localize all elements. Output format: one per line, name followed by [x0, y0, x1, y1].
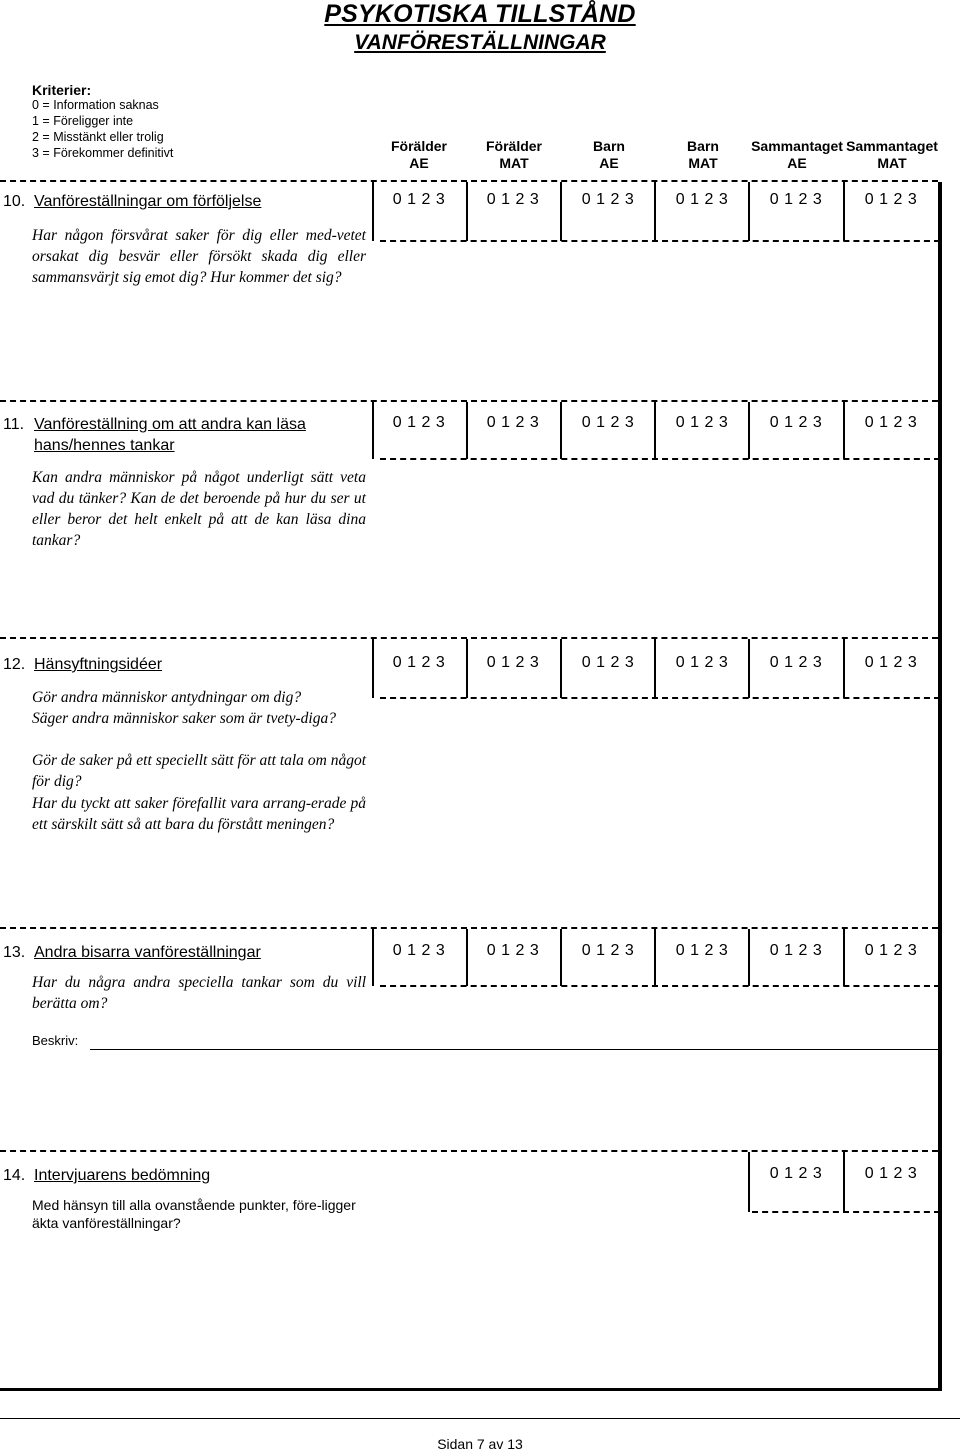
- page-number: Sidan 7 av 13: [437, 1436, 523, 1450]
- rating-scale[interactable]: 0 1 2 3: [581, 414, 635, 431]
- describe-input-line[interactable]: [90, 1049, 942, 1050]
- rating-scale[interactable]: 0 1 2 3: [864, 191, 918, 208]
- question-prompt: Med hänsyn till alla ovanstående punkter, före-ligger äkta vanföreställningar?: [32, 1197, 356, 1231]
- question-title: Intervjuarens bedömning: [34, 1167, 211, 1184]
- criteria-item: 3 = Förekommer definitivt: [32, 146, 174, 160]
- rating-scale[interactable]: 0 1 2 3: [769, 654, 823, 671]
- question-number: 13.: [3, 944, 26, 961]
- page-frame-right: [938, 182, 942, 1390]
- rating-scale[interactable]: 0 1 2 3: [675, 942, 729, 959]
- column-header-sammantaget-mat: Sammantaget MAT: [846, 138, 938, 171]
- rating-scale[interactable]: 0 1 2 3: [675, 414, 729, 431]
- question-number: 10.: [3, 193, 26, 210]
- question-number: 12.: [3, 656, 26, 673]
- page-title: PSYKOTISKA TILLSTÅND: [324, 0, 636, 28]
- question-title-line2: hans/hennes tankar: [34, 437, 175, 454]
- rating-scale[interactable]: 0 1 2 3: [864, 414, 918, 431]
- column-header-barn-ae: Barn AE: [593, 138, 625, 171]
- rating-scale[interactable]: 0 1 2 3: [769, 414, 823, 431]
- question-title: Hänsyftningsidéer: [34, 656, 163, 673]
- rating-row-divider: [380, 458, 940, 460]
- rating-scale[interactable]: 0 1 2 3: [675, 654, 729, 671]
- question-prompt: Har någon försvårat saker för dig eller med-vetet orsakat dig besvär eller försökt skada dig eller sammansvärjt sig emot dig? Hur kommer det sig?: [32, 227, 366, 286]
- criteria-item: 2 = Misstänkt eller trolig: [32, 130, 164, 144]
- rating-row-divider: [752, 1211, 940, 1213]
- rating-scale[interactable]: 0 1 2 3: [486, 191, 540, 208]
- question-prompt: Kan andra människor på något underligt sätt veta vad du tänker? Kan de det beroende på hur du ser ut eller beror det helt enkelt på att de kan läsa dina tankar?: [32, 469, 366, 549]
- rating-scale[interactable]: 0 1 2 3: [675, 191, 729, 208]
- question-prompt: Gör de saker på ett speciellt sätt för att tala om något för dig?: [32, 752, 366, 790]
- rating-scale[interactable]: 0 1 2 3: [769, 1165, 823, 1182]
- rating-scale[interactable]: 0 1 2 3: [581, 654, 635, 671]
- section-divider: [0, 400, 938, 402]
- rating-row-divider: [380, 985, 940, 987]
- question-prompt: Säger andra människor saker som är tvety-diga?: [32, 710, 336, 727]
- question-number: 11.: [3, 416, 25, 433]
- rating-scale[interactable]: 0 1 2 3: [486, 942, 540, 959]
- criteria-heading: Kriterier:: [32, 82, 92, 98]
- criteria-item: 0 = Information saknas: [32, 98, 159, 112]
- rating-scale[interactable]: 0 1 2 3: [769, 191, 823, 208]
- rating-scale[interactable]: 0 1 2 3: [486, 414, 540, 431]
- rating-scale[interactable]: 0 1 2 3: [581, 942, 635, 959]
- rating-scale[interactable]: 0 1 2 3: [392, 654, 446, 671]
- column-header-sammantaget-ae: Sammantaget AE: [751, 138, 843, 171]
- section-divider: [0, 637, 938, 639]
- column-header-foralder-mat: Förälder MAT: [485, 138, 542, 171]
- rating-row-divider: [380, 697, 940, 699]
- rating-scale[interactable]: 0 1 2 3: [392, 942, 446, 959]
- rating-scale[interactable]: 0 1 2 3: [486, 654, 540, 671]
- question-title: Andra bisarra vanföreställningar: [34, 944, 261, 961]
- rating-scale[interactable]: 0 1 2 3: [769, 942, 823, 959]
- question-title: Vanföreställning om att andra kan läsa: [34, 416, 306, 433]
- rating-scale[interactable]: 0 1 2 3: [392, 191, 446, 208]
- question-number: 14.: [3, 1167, 26, 1184]
- criteria-item: 1 = Föreligger inte: [32, 114, 134, 128]
- question-prompt: Har du tyckt att saker förefallit vara arrang-erade på ett särskilt sätt så att bara du förstått meningen?: [32, 795, 366, 833]
- rating-scale[interactable]: 0 1 2 3: [864, 942, 918, 959]
- question-prompt: Har du några andra speciella tankar som du vill berätta om?: [32, 974, 366, 1012]
- rating-scale[interactable]: 0 1 2 3: [392, 414, 446, 431]
- rating-scale[interactable]: 0 1 2 3: [864, 1165, 918, 1182]
- rating-scale[interactable]: 0 1 2 3: [581, 191, 635, 208]
- question-prompt: Gör andra människor antydningar om dig?: [32, 689, 302, 706]
- footer-divider: [0, 1418, 960, 1419]
- page-subtitle: VANFÖRESTÄLLNINGAR: [354, 31, 606, 54]
- section-divider: [0, 180, 938, 182]
- describe-label: Beskriv:: [32, 1033, 79, 1048]
- rating-row-divider: [380, 240, 940, 242]
- column-header-foralder-ae: Förälder AE: [390, 138, 447, 171]
- section-divider: [0, 927, 938, 929]
- question-title: Vanföreställningar om förföljelse: [34, 193, 262, 210]
- column-header-barn-mat: Barn MAT: [687, 138, 719, 171]
- section-divider: [0, 1150, 938, 1152]
- page-frame-bottom: [0, 1388, 942, 1391]
- rating-scale[interactable]: 0 1 2 3: [864, 654, 918, 671]
